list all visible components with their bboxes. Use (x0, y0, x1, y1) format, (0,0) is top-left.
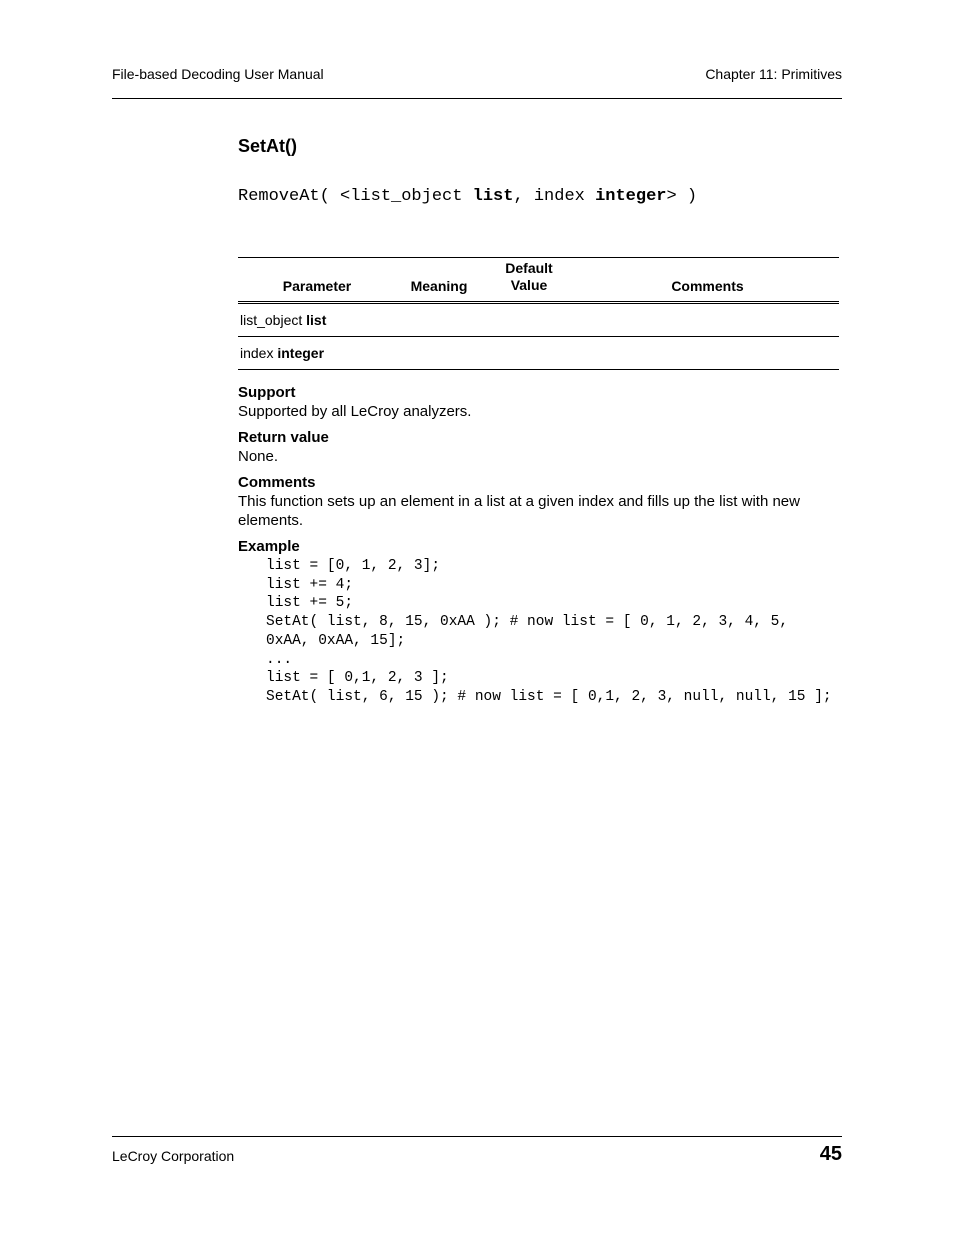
section-title: SetAt() (238, 136, 297, 156)
comments-heading: Comments (238, 474, 316, 491)
param-type: list_object (240, 312, 303, 328)
param-name: list (306, 312, 327, 328)
example-heading: Example (238, 538, 300, 555)
param-cell (238, 303, 396, 337)
syntax-arg2: integer (595, 187, 667, 206)
param-name: integer (277, 345, 325, 361)
support-text: Supported by all LeCroy analyzers. (238, 403, 472, 420)
meaning-cell (396, 303, 482, 337)
meaning-cell (396, 337, 482, 370)
comments-section (238, 473, 842, 530)
support-heading: Support (238, 384, 296, 401)
footer-rule (112, 1136, 842, 1137)
support-section (238, 383, 842, 421)
footer-company: LeCroy Corporation (112, 1148, 235, 1164)
return-value-text: None. (238, 448, 279, 465)
return-value-section (238, 428, 842, 466)
syntax-prefix: RemoveAt( <list_object (238, 187, 473, 206)
return-value-heading: Return value (238, 429, 329, 446)
example-section (238, 537, 842, 556)
function-syntax (238, 187, 697, 206)
comments-cell (576, 303, 839, 337)
parameter-table (238, 257, 839, 370)
col-comments: Comments (576, 258, 839, 303)
syntax-suffix: > ) (666, 187, 698, 206)
comments-cell (576, 337, 839, 370)
example-code: list = [0, 1, 2, 3]; list += 4; list += 5; SetAt( list, 8, 15, 0xAA ); # now list = [ 0, 1, 2, 3, 4, 5, 0xAA, 0xAA, 15]; ... list = [ 0,1, 2, 3 ]; SetAt( list, 6, 15 ); # now list = [ 0,1, 2, 3, null, null, 15 ]; (266, 558, 832, 705)
col-default-value: Default Value (482, 258, 576, 303)
default-cell (482, 337, 576, 370)
syntax-arg1: list (472, 187, 514, 206)
comments-text: This function sets up an element in a list at a given index and fills up the list with new elements. (238, 493, 800, 529)
header-rule (112, 98, 842, 99)
default-cell (482, 303, 576, 337)
page-number: 45 (819, 1143, 842, 1165)
table-header-row (238, 258, 839, 303)
param-cell (238, 337, 396, 370)
col-meaning: Meaning (396, 258, 482, 303)
syntax-mid: , index (513, 187, 596, 206)
header-manual-title: File-based Decoding User Manual (112, 66, 324, 82)
table-row (238, 303, 839, 337)
col-parameter: Parameter (238, 258, 396, 303)
header-chapter: Chapter 11: Primitives (705, 66, 842, 82)
table-row (238, 337, 839, 370)
param-type: index (240, 345, 274, 361)
